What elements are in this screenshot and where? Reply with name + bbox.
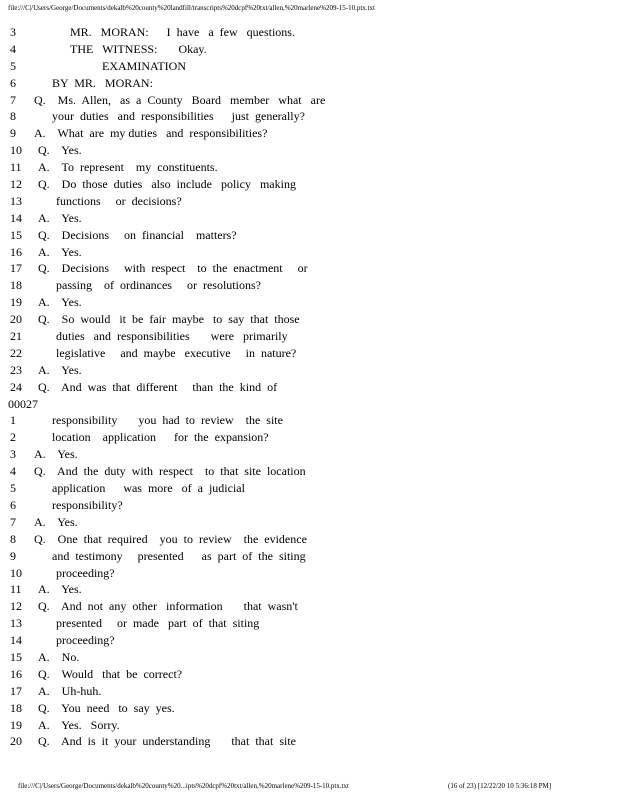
line-number: 15: [10, 649, 22, 664]
line-text: passing of ordinances or resolutions?: [56, 278, 261, 293]
line-number: 2: [10, 430, 16, 445]
line-number: 7: [10, 514, 16, 529]
transcript-line: [10, 463, 610, 480]
line-number: 15: [10, 227, 22, 242]
line-number: 11: [10, 582, 22, 597]
transcript-line: [10, 632, 610, 649]
transcript-line: [10, 244, 610, 261]
line-text: A. No.: [38, 649, 80, 664]
line-text: Q. Decisions with respect to the enactment or: [38, 261, 308, 276]
transcript-line: [10, 480, 610, 497]
line-number: 17: [10, 683, 22, 698]
footer-page-info: (16 of 23) [12/22/20 10 5:36:18 PM]: [448, 782, 552, 790]
line-text: A. What are my duties and responsibilities?: [34, 126, 268, 141]
page-marker-row: [10, 396, 610, 413]
transcript-line: [10, 24, 610, 41]
transcript-line: [10, 92, 610, 109]
line-text: A. Uh-huh.: [38, 683, 102, 698]
line-text: EXAMINATION: [102, 58, 186, 73]
line-text: A. Yes.: [38, 210, 82, 225]
line-number: 18: [10, 700, 22, 715]
line-text: Q. And the duty with respect to that site location: [34, 464, 306, 479]
line-number: 24: [10, 379, 22, 394]
line-text: Q. Do those duties also include policy making: [38, 177, 296, 192]
transcript-line: [10, 379, 610, 396]
transcript-body: [10, 24, 610, 750]
line-number: 16: [10, 244, 22, 259]
line-number: 8: [10, 109, 16, 124]
line-text: responsibility?: [52, 497, 123, 512]
transcript-line: [10, 142, 610, 159]
footer-file-path: file:///C|/Users/George/Documents/dekalb%20county%20...ipts%20dcpf%20txt/allen,%20marlene%209-15-10.ptx.txt: [18, 782, 349, 790]
line-text: duties and responsibilities were primarily: [56, 329, 288, 344]
line-number: 18: [10, 278, 22, 293]
transcript-line: [10, 362, 610, 379]
transcript-line: [10, 227, 610, 244]
line-text: Q. And not any other information that wasn't: [38, 599, 298, 614]
line-number: 19: [10, 295, 22, 310]
transcript-line: [10, 598, 610, 615]
transcript-line: [10, 176, 610, 193]
line-number: 11: [10, 160, 22, 175]
line-number: 6: [10, 75, 16, 90]
line-text: Q. You need to say yes.: [38, 700, 175, 715]
line-text: Q. Yes.: [38, 143, 82, 158]
transcript-line: [10, 125, 610, 142]
line-text: presented or made part of that siting: [56, 616, 260, 631]
line-number: 12: [10, 599, 22, 614]
line-text: application was more of a judicial: [52, 481, 245, 496]
line-text: Q. Decisions on financial matters?: [38, 227, 237, 242]
transcript-line: [10, 210, 610, 227]
line-text: MR. MORAN: I have a few questions.: [70, 25, 295, 39]
transcript-line: [10, 531, 610, 548]
line-number: 13: [10, 193, 22, 208]
transcript-line: [10, 193, 610, 210]
page-marker: 00027: [8, 396, 38, 411]
line-text: A. Yes.: [38, 244, 82, 259]
line-text: A. Yes.: [38, 362, 82, 377]
line-number: 14: [10, 210, 22, 225]
transcript-line: [10, 565, 610, 582]
line-number: 1: [10, 413, 16, 428]
header-file-path: file:///C|/Users/George/Documents/dekalb%20county%20landfill/transcripts%20dcpf%20txt/allen,%20marlene%209-15-10.ptx.txt: [8, 4, 375, 12]
line-number: 7: [10, 92, 16, 107]
line-number: 12: [10, 177, 22, 192]
line-text: and testimony presented as part of the siting: [52, 548, 306, 563]
line-text: Q. And was that different than the kind of: [38, 379, 278, 394]
transcript-line: [10, 700, 610, 717]
line-text: proceeding?: [56, 633, 115, 648]
line-text: Q. One that required you to review the evidence: [34, 531, 307, 546]
line-number: 21: [10, 329, 22, 344]
line-number: 4: [10, 464, 16, 479]
line-number: 20: [10, 734, 22, 749]
line-text: proceeding?: [56, 565, 115, 580]
line-text: responsibility you had to review the site: [52, 413, 283, 428]
transcript-line: [10, 311, 610, 328]
line-number: 13: [10, 616, 22, 631]
line-text: A. Yes.: [38, 295, 82, 310]
transcript-line: [10, 514, 610, 531]
line-number: 9: [10, 126, 16, 141]
line-text: Q. And is it your understanding that that site: [38, 734, 296, 749]
transcript-line: [10, 666, 610, 683]
line-text: Q. Ms. Allen, as a County Board member what are: [34, 92, 326, 107]
line-number: 5: [10, 481, 16, 496]
line-text: location application for the expansion?: [52, 430, 269, 445]
transcript-line: [10, 328, 610, 345]
line-text: BY MR. MORAN:: [52, 75, 153, 90]
line-number: 6: [10, 497, 16, 512]
line-text: Q. So would it be fair maybe to say that those: [38, 312, 300, 327]
transcript-line: [10, 345, 610, 362]
transcript-line: [10, 717, 610, 734]
transcript-line: [10, 733, 610, 750]
line-number: 4: [10, 41, 16, 56]
line-text: Q. Would that be correct?: [38, 666, 183, 681]
line-text: A. Yes.: [34, 447, 78, 462]
transcript-line: [10, 41, 610, 58]
transcript-line: [10, 159, 610, 176]
transcript-line: [10, 260, 610, 277]
line-number: 3: [10, 25, 16, 39]
transcript-line: [10, 429, 610, 446]
line-number: 22: [10, 345, 22, 360]
transcript-line: [10, 615, 610, 632]
line-text: A. To represent my constituents.: [38, 160, 218, 175]
line-number: 10: [10, 143, 22, 158]
line-text: A. Yes. Sorry.: [38, 717, 120, 732]
transcript-line: [10, 497, 610, 514]
transcript-line: [10, 294, 610, 311]
line-number: 3: [10, 447, 16, 462]
line-number: 8: [10, 531, 16, 546]
line-text: THE WITNESS: Okay.: [70, 41, 207, 56]
line-text: your duties and responsibilities just generally?: [52, 109, 305, 124]
line-number: 14: [10, 633, 22, 648]
line-number: 9: [10, 548, 16, 563]
line-number: 5: [10, 58, 16, 73]
line-number: 17: [10, 261, 22, 276]
line-number: 16: [10, 666, 22, 681]
line-text: legislative and maybe executive in nature?: [56, 345, 297, 360]
transcript-line: [10, 412, 610, 429]
transcript-line: [10, 649, 610, 666]
transcript-line: [10, 683, 610, 700]
line-text: functions or decisions?: [56, 193, 182, 208]
transcript-line: [10, 58, 610, 75]
line-number: 19: [10, 717, 22, 732]
transcript-line: [10, 446, 610, 463]
transcript-line: [10, 548, 610, 565]
transcript-line: [10, 581, 610, 598]
line-text: A. Yes.: [34, 514, 78, 529]
transcript-line: [10, 108, 610, 125]
transcript-line: [10, 75, 610, 92]
line-number: 20: [10, 312, 22, 327]
line-number: 10: [10, 565, 22, 580]
transcript-line: [10, 277, 610, 294]
line-number: 23: [10, 362, 22, 377]
line-text: A. Yes.: [38, 582, 82, 597]
